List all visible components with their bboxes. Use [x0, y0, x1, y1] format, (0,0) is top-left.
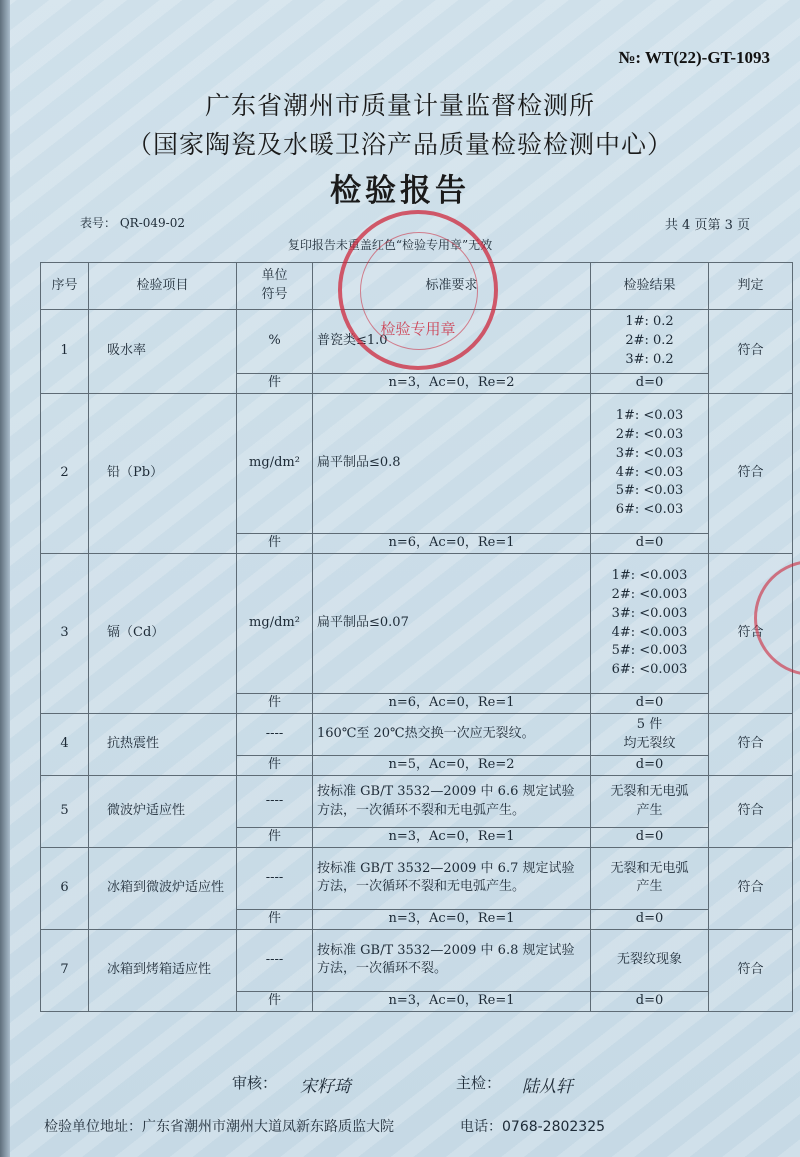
row-seq: 4: [41, 714, 89, 776]
row-sample-unit: 件: [237, 991, 313, 1011]
row-sample-unit: 件: [237, 374, 313, 394]
reviewer-signature: 宋籽琦: [300, 1077, 351, 1097]
row-defect-count: d=0: [591, 991, 709, 1011]
row-seq: 5: [41, 776, 89, 848]
row-item: 抗热震性: [89, 714, 237, 776]
row-seq: 2: [41, 394, 89, 554]
row-standard: 按标准 GB/T 3532—2009 中 6.6 规定试验方法，一次循环不裂和无电弧产生。: [313, 776, 591, 828]
row-unit: mg/dm²: [237, 554, 313, 694]
inspector-label: 主检：: [456, 1074, 502, 1092]
result-line: 1#: <0.03: [615, 407, 684, 423]
row-sampling-plan: n=6，Ac=0，Re=1: [313, 534, 591, 554]
row-defect-count: d=0: [591, 534, 709, 554]
row-item: 微波炉适应性: [89, 776, 237, 848]
table-row: [41, 776, 793, 828]
result-line: 产生: [636, 802, 663, 818]
row-results: [591, 847, 709, 909]
row-unit: ----: [237, 776, 313, 828]
row-judgement: 符合: [709, 929, 793, 1011]
row-judgement: 符合: [709, 310, 793, 394]
row-item: 镉（Cd）: [89, 554, 237, 714]
result-line: 4#: <0.03: [615, 464, 684, 480]
row-standard: 扁平制品≤0.8: [313, 394, 591, 534]
result-line: 无裂和无电弧: [610, 860, 689, 876]
result-line: 3#: <0.003: [611, 605, 688, 621]
inspection-table: [40, 262, 793, 1012]
inspection-seal: [338, 210, 498, 370]
institute-title: 广东省潮州市质量计量监督检测所: [204, 91, 595, 120]
inspector-signature: 陆从轩: [522, 1077, 573, 1097]
row-defect-count: d=0: [591, 756, 709, 776]
row-results: [591, 554, 709, 694]
row-seq: 3: [41, 554, 89, 714]
result-line: 5#: <0.003: [611, 643, 688, 659]
row-unit: ----: [237, 847, 313, 909]
row-results: [591, 310, 709, 374]
header-judge: 判定: [709, 263, 793, 310]
row-judgement: 符合: [709, 776, 793, 848]
row-unit: %: [237, 310, 313, 374]
table-row: [41, 714, 793, 756]
table-row: [41, 929, 793, 991]
result-line: 4#: <0.003: [611, 624, 688, 640]
row-defect-count: d=0: [591, 909, 709, 929]
row-judgement: 符合: [709, 394, 793, 554]
row-results: [591, 929, 709, 991]
row-unit: ----: [237, 929, 313, 991]
row-sample-unit: 件: [237, 756, 313, 776]
result-line: 无裂和无电弧: [610, 783, 689, 799]
result-line: 2#: 0.2: [625, 333, 674, 349]
row-sampling-plan: n=6，Ac=0，Re=1: [313, 694, 591, 714]
row-standard: 160℃至 20℃热交换一次应无裂纹。: [313, 714, 591, 756]
row-sampling-plan: n=3，Ac=0，Re=1: [313, 909, 591, 929]
row-sample-unit: 件: [237, 828, 313, 848]
result-line: 产生: [636, 879, 663, 895]
result-line: 无裂纹现象: [616, 951, 682, 967]
row-unit: ----: [237, 714, 313, 756]
result-line: 3#: 0.2: [625, 351, 674, 367]
result-line: 2#: <0.03: [615, 426, 684, 442]
document-title: 检验报告: [330, 173, 470, 209]
result-line: 1#: <0.003: [611, 567, 688, 583]
result-line: 5 件: [636, 716, 663, 732]
row-sampling-plan: n=3，Ac=0，Re=2: [313, 374, 591, 394]
row-defect-count: d=0: [591, 374, 709, 394]
footer-phone: 电话：0768-2802325: [460, 1119, 606, 1135]
row-standard: 按标准 GB/T 3532—2009 中 6.8 规定试验方法，一次循环不裂。: [313, 929, 591, 991]
result-line: 6#: <0.003: [611, 662, 688, 678]
seal-text: 检验专用章: [380, 320, 456, 338]
result-line: 1#: 0.2: [625, 314, 674, 330]
row-seq: 1: [41, 310, 89, 394]
row-sampling-plan: n=5，Ac=0，Re=2: [313, 756, 591, 776]
row-sample-unit: 件: [237, 909, 313, 929]
row-judgement: 符合: [709, 847, 793, 929]
result-line: 3#: <0.03: [615, 445, 684, 461]
result-line: 2#: <0.003: [611, 586, 688, 602]
result-line: 6#: <0.03: [615, 502, 684, 518]
form-number: 表号： QR-049-02: [80, 216, 185, 230]
header-result: 检验结果: [591, 263, 709, 310]
result-line: 均无裂纹: [623, 735, 676, 751]
table-row: [41, 847, 793, 909]
row-sampling-plan: n=3，Ac=0，Re=1: [313, 991, 591, 1011]
row-unit: mg/dm²: [237, 394, 313, 534]
row-results: [591, 776, 709, 828]
row-item: 吸水率: [89, 310, 237, 394]
row-item: 冰箱到微波炉适应性: [89, 847, 237, 929]
table-body: [41, 310, 793, 1012]
institute-subtitle: （国家陶瓷及水暖卫浴产品质量检验检测中心）: [126, 130, 673, 159]
row-results: [591, 714, 709, 756]
row-item: 冰箱到烤箱适应性: [89, 929, 237, 1011]
row-seq: 6: [41, 847, 89, 929]
row-standard: 扁平制品≤0.07: [313, 554, 591, 694]
table-row: [41, 394, 793, 534]
row-sample-unit: 件: [237, 694, 313, 714]
row-sample-unit: 件: [237, 534, 313, 554]
row-seq: 7: [41, 929, 89, 1011]
row-judgement: 符合: [709, 714, 793, 776]
header-item: 检验项目: [89, 263, 237, 310]
copy-validity-note: 复印报告未重盖红色“检验专用章”无效: [287, 238, 493, 252]
header-unit: 单位 符号: [237, 263, 313, 310]
row-defect-count: d=0: [591, 828, 709, 848]
row-standard: 按标准 GB/T 3532—2009 中 6.7 规定试验方法，一次循环不裂和无电弧产生。: [313, 847, 591, 909]
row-item: 铅（Pb）: [89, 394, 237, 554]
reviewer-label: 审核：: [232, 1074, 278, 1092]
page-indicator: 共 4 页第 3 页: [664, 218, 750, 233]
row-defect-count: d=0: [591, 694, 709, 714]
header-seq: 序号: [41, 263, 89, 310]
row-judgement: 符合: [709, 554, 793, 714]
table-row: [41, 554, 793, 694]
row-standard: 普瓷类≤1.0: [313, 310, 591, 374]
result-line: 5#: <0.03: [615, 483, 684, 499]
footer-address: 检验单位地址：广东省潮州市潮州大道凤新东路质监大院: [44, 1119, 394, 1135]
report-number: №: WT(22)-GT-1093: [618, 48, 770, 67]
row-results: [591, 394, 709, 534]
row-sampling-plan: n=3，Ac=0，Re=1: [313, 828, 591, 848]
header-standard: 标准要求: [313, 263, 591, 310]
